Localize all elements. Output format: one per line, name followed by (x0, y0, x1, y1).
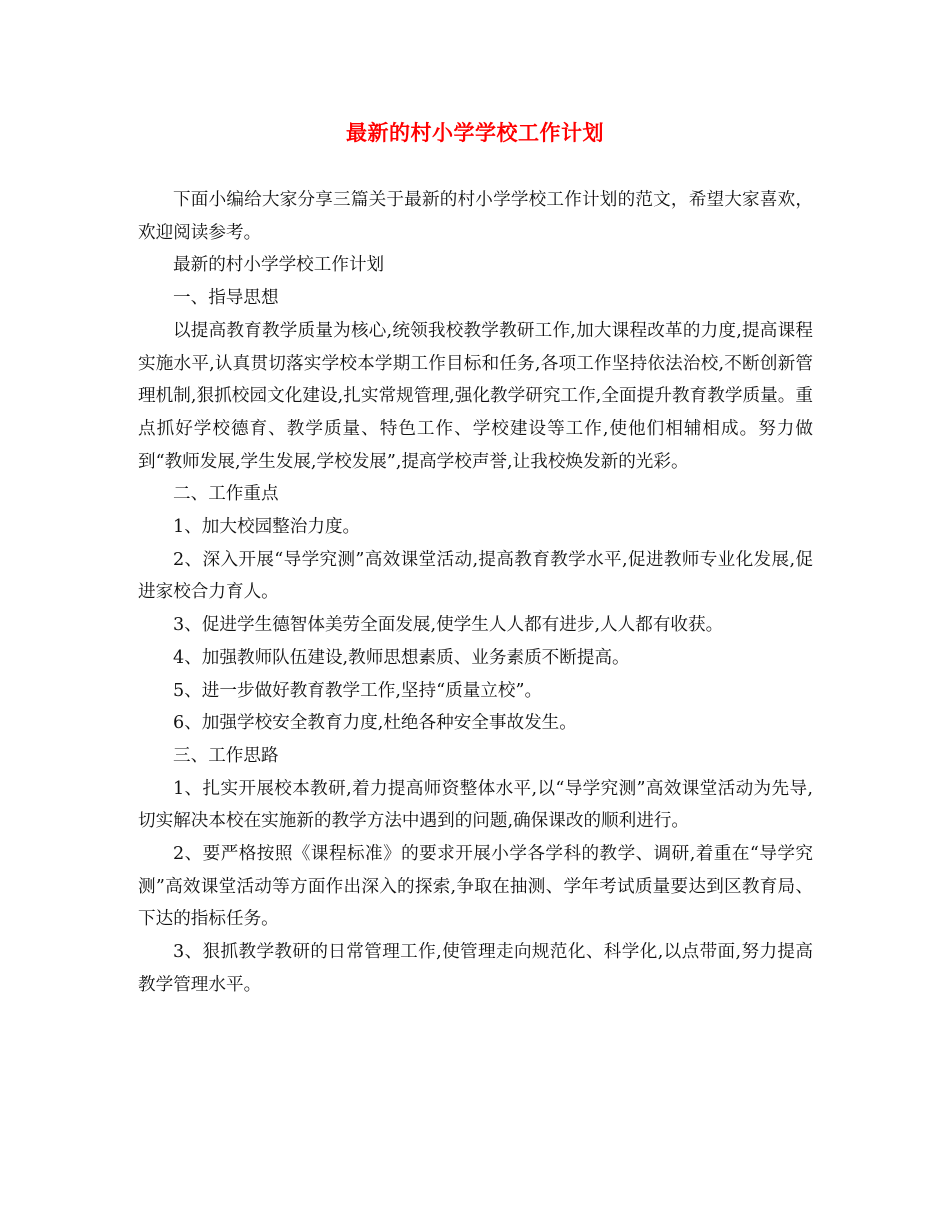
document-title: 最新的村小学学校工作计划 (346, 120, 604, 145)
work-focus-item-1: 1、加大校园整治力度。 (173, 517, 361, 538)
document-body (138, 184, 813, 1002)
section-heading-work-focus: 二、工作重点 (173, 484, 279, 505)
work-ideas-item-3: 3、狠抓教学教研的日常管理工作,使管理走向规范化、科学化,以点带面,努力提高教学管理水平。 (138, 942, 813, 995)
work-ideas-item-2: 2、要严格按照《课程标准》的要求开展小学各学科的教学、调研,着重在“导学究测”高效课堂活动等方面作出深入的探索,争取在抽测、学年考试质量要达到区教育局、下达的指标任务。 (138, 844, 813, 930)
plan-heading: 最新的村小学学校工作计划 (173, 255, 385, 276)
work-ideas-item-1: 1、扎实开展校本教研,着力提高师资整体水平,以“导学究测”高效课堂活动为先导,切实解决本校在实施新的教学方法中遇到的问题,确保课改的顺利进行。 (138, 778, 813, 832)
work-focus-item-5: 5、进一步做好教育教学工作,坚持“质量立校”。 (173, 680, 543, 701)
work-focus-item-3: 3、促进学生德智体美劳全面发展,使学生人人都有进步,人人都有收获。 (173, 615, 724, 636)
work-focus-item-6: 6、加强学校安全教育力度,杜绝各种安全事故发生。 (173, 713, 577, 734)
intro-paragraph: 下面小编给大家分享三篇关于最新的村小学学校工作计划的范文，希望大家喜欢，欢迎阅读参考。 (138, 190, 813, 243)
work-focus-item-4: 4、加强教师队伍建设,教师思想素质、业务素质不断提高。 (173, 647, 630, 668)
section-heading-work-ideas: 三、工作思路 (173, 745, 279, 766)
work-focus-item-2: 2、深入开展“导学究测”高效课堂活动,提高教育教学水平,促进教师专业化发展,促进家校合力育人。 (138, 549, 813, 603)
section-heading-guiding-thought: 一、指导思想 (173, 288, 279, 309)
guiding-thought-paragraph: 以提高教育教学质量为核心,统领我校教学教研工作,加大课程改革的力度,提高课程实施水平,认真贯切落实学校本学期工作目标和任务,各项工作坚持依法治校,不断创新管理机制,狠抓校园文化建设,扎实常规管理,强化教学研究工作,全面提升教育教学质量。重点抓好学校德育、教学质量、特色工作、学校建设等工作,使他们相辅相成。努力做到“教师发展,学生发展,学校发展”,提高学校声誉,让我校焕发新的光彩。 (138, 320, 813, 472)
